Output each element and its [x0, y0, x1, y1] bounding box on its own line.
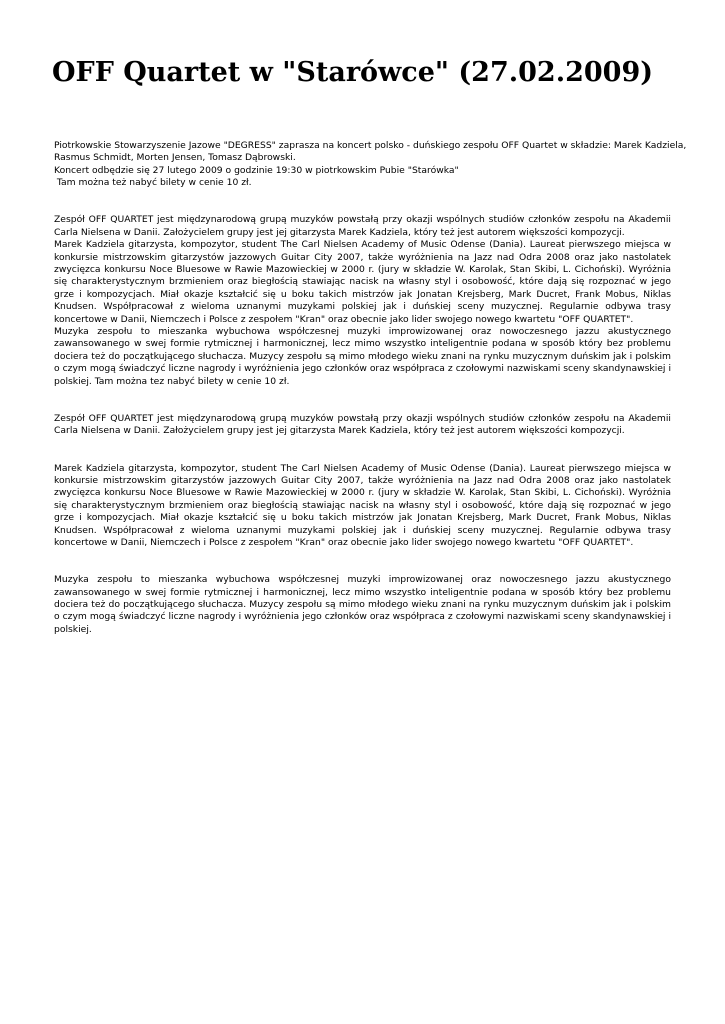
combined-paragraph — [54, 214, 671, 388]
intro-line-3: Koncert odbędzie się 27 lutego 2009 o godzinie 19:30 w piotrkowskim Pubie "Starówka" — [54, 164, 459, 176]
combined-part-2: Marek Kadziela gitarzysta, kompozytor, student The Carl Nielsen Academy of Music Odense (Dania). Laureat pierwszego miejsca w konkursie mistrzowskim gitarzystów jazzowych Guitar City 2007, także wyróżnienia na Jazz nad Odra 2008 oraz jako nastolatek zwycięzca konkursu Noce Bluesowe w Rawie Mazowieckiej w 2000 r. (jury w składzie W. Karolak, Stan Skibi, L. Cichoński). Wyróżnia się charakterystycznym brzmieniem oraz biegłością stawiając nacisk na własny styl i osobowość, które dają się rozpoznać w jego grze i kompozycjach. Miał okazje kształcić się u boku takich mistrzów jak Jonatan Krejsberg, Mark Ducret, Frank Mobus, Niklas Knudsen. Współpracował z wieloma uznanymi muzykami polskiej jak i duńskiej sceny muzycznej. Regularnie odbywa trasy koncertowe w Danii, Niemczech i Polsce z zespołem "Kran" oraz obecnie jako lider swojego nowego kwartetu "OFF QUARTET". — [54, 239, 671, 325]
band-paragraph: Zespół OFF QUARTET jest międzynarodową grupą muzyków powstałą przy okazji wspólnych studiów członków zespołu na Akademii Carla Nielsena w Danii. Założycielem grupy jest jej gitarzysta Marek Kadziela, który też jest autorem większości kompozycji. — [54, 412, 671, 437]
intro-line-1: Piotrkowskie Stowarzyszenie Jazowe "DEGRESS" zaprasza na koncert polsko - duńskiego zespołu OFF Quartet w składzie: Marek Kadziela, — [54, 140, 687, 151]
intro-line-2: Rasmus Schmidt, Morten Jensen, Tomasz Dąbrowski. — [54, 152, 296, 164]
page-title: OFF Quartet w "Starówce" (27.02.2009) — [52, 57, 654, 88]
guitarist-paragraph: Marek Kadziela gitarzysta, kompozytor, student The Carl Nielsen Academy of Music Odense (Dania). Laureat pierwszego miejsca w konkursie mistrzowskim gitarzystów jazzowych Guitar City 2007, także wyróżnienia na Jazz nad Odra 2008 oraz jako nastolatek zwycięzca konkursu Noce Bluesowe w Rawie Mazowieckiej w 2000 r. (jury w składzie W. Karolak, Stan Skibi, L. Cichoński). Wyróżnia się charakterystycznym brzmieniem oraz biegłością stawiając nacisk na własny styl i osobowość, które dają się rozpoznać w jego grze i kompozycjach. Miał okazje kształcić się u boku takich mistrzów jak Jonatan Krejsberg, Mark Ducret, Frank Mobus, Niklas Knudsen. Współpracował z wieloma uznanymi muzykami polskiej jak i duńskiej sceny muzycznej. Regularnie odbywa trasy koncertowe w Danii, Niemczech i Polsce z zespołem "Kran" oraz obecnie jako lider swojego nowego kwartetu "OFF QUARTET". — [54, 462, 671, 548]
article-body — [54, 140, 687, 661]
intro-paragraph — [54, 140, 687, 190]
combined-part-1: Zespół OFF QUARTET jest międzynarodową grupą muzyków powstałą przy okazji wspólnych studiów członków zespołu na Akademii Carla Nielsena w Danii. Założycielem grupy jest jej gitarzysta Marek Kadziela, który też jest autorem większości kompozycji. — [54, 214, 671, 238]
combined-part-3: Muzyka zespołu to mieszanka wybuchowa współczesnej muzyki improwizowanej oraz nowoczesnego jazzu akustycznego zawansowanego w swej formie rytmicznej i harmonicznej, lecz mimo wszystko inteligentnie podana w sposób który bez problemu dociera też do początkującego słuchacza. Muzycy zespołu są mimo młodego wieku znani na rynku muzycznym duńskim jak i polskim o czym mogą świadczyć liczne nagrody i wyróżnienia jego członków oraz współpraca z czołowymi nazwiskami sceny skandynawskiej i polskiej. Tam można tez nabyć bilety w cenie 10 zł. — [54, 326, 671, 387]
music-paragraph: Muzyka zespołu to mieszanka wybuchowa współczesnej muzyki improwizowanej oraz nowoczesnego jazzu akustycznego zawansowanego w swej formie rytmicznej i harmonicznej, lecz mimo wszystko inteligentnie podana w sposób który bez problemu dociera też do początkującego słuchacza. Muzycy zespołu są mimo młodego wieku znani na rynku muzycznym duńskim jak i polskim o czym mogą świadczyć liczne nagrody i wyróżnienia jego członków oraz współpraca z czołowymi nazwiskami sceny skandynawskiej i polskiej. — [54, 574, 671, 635]
intro-line-4: Tam można też nabyć bilety w cenie 10 zł. — [54, 177, 252, 189]
